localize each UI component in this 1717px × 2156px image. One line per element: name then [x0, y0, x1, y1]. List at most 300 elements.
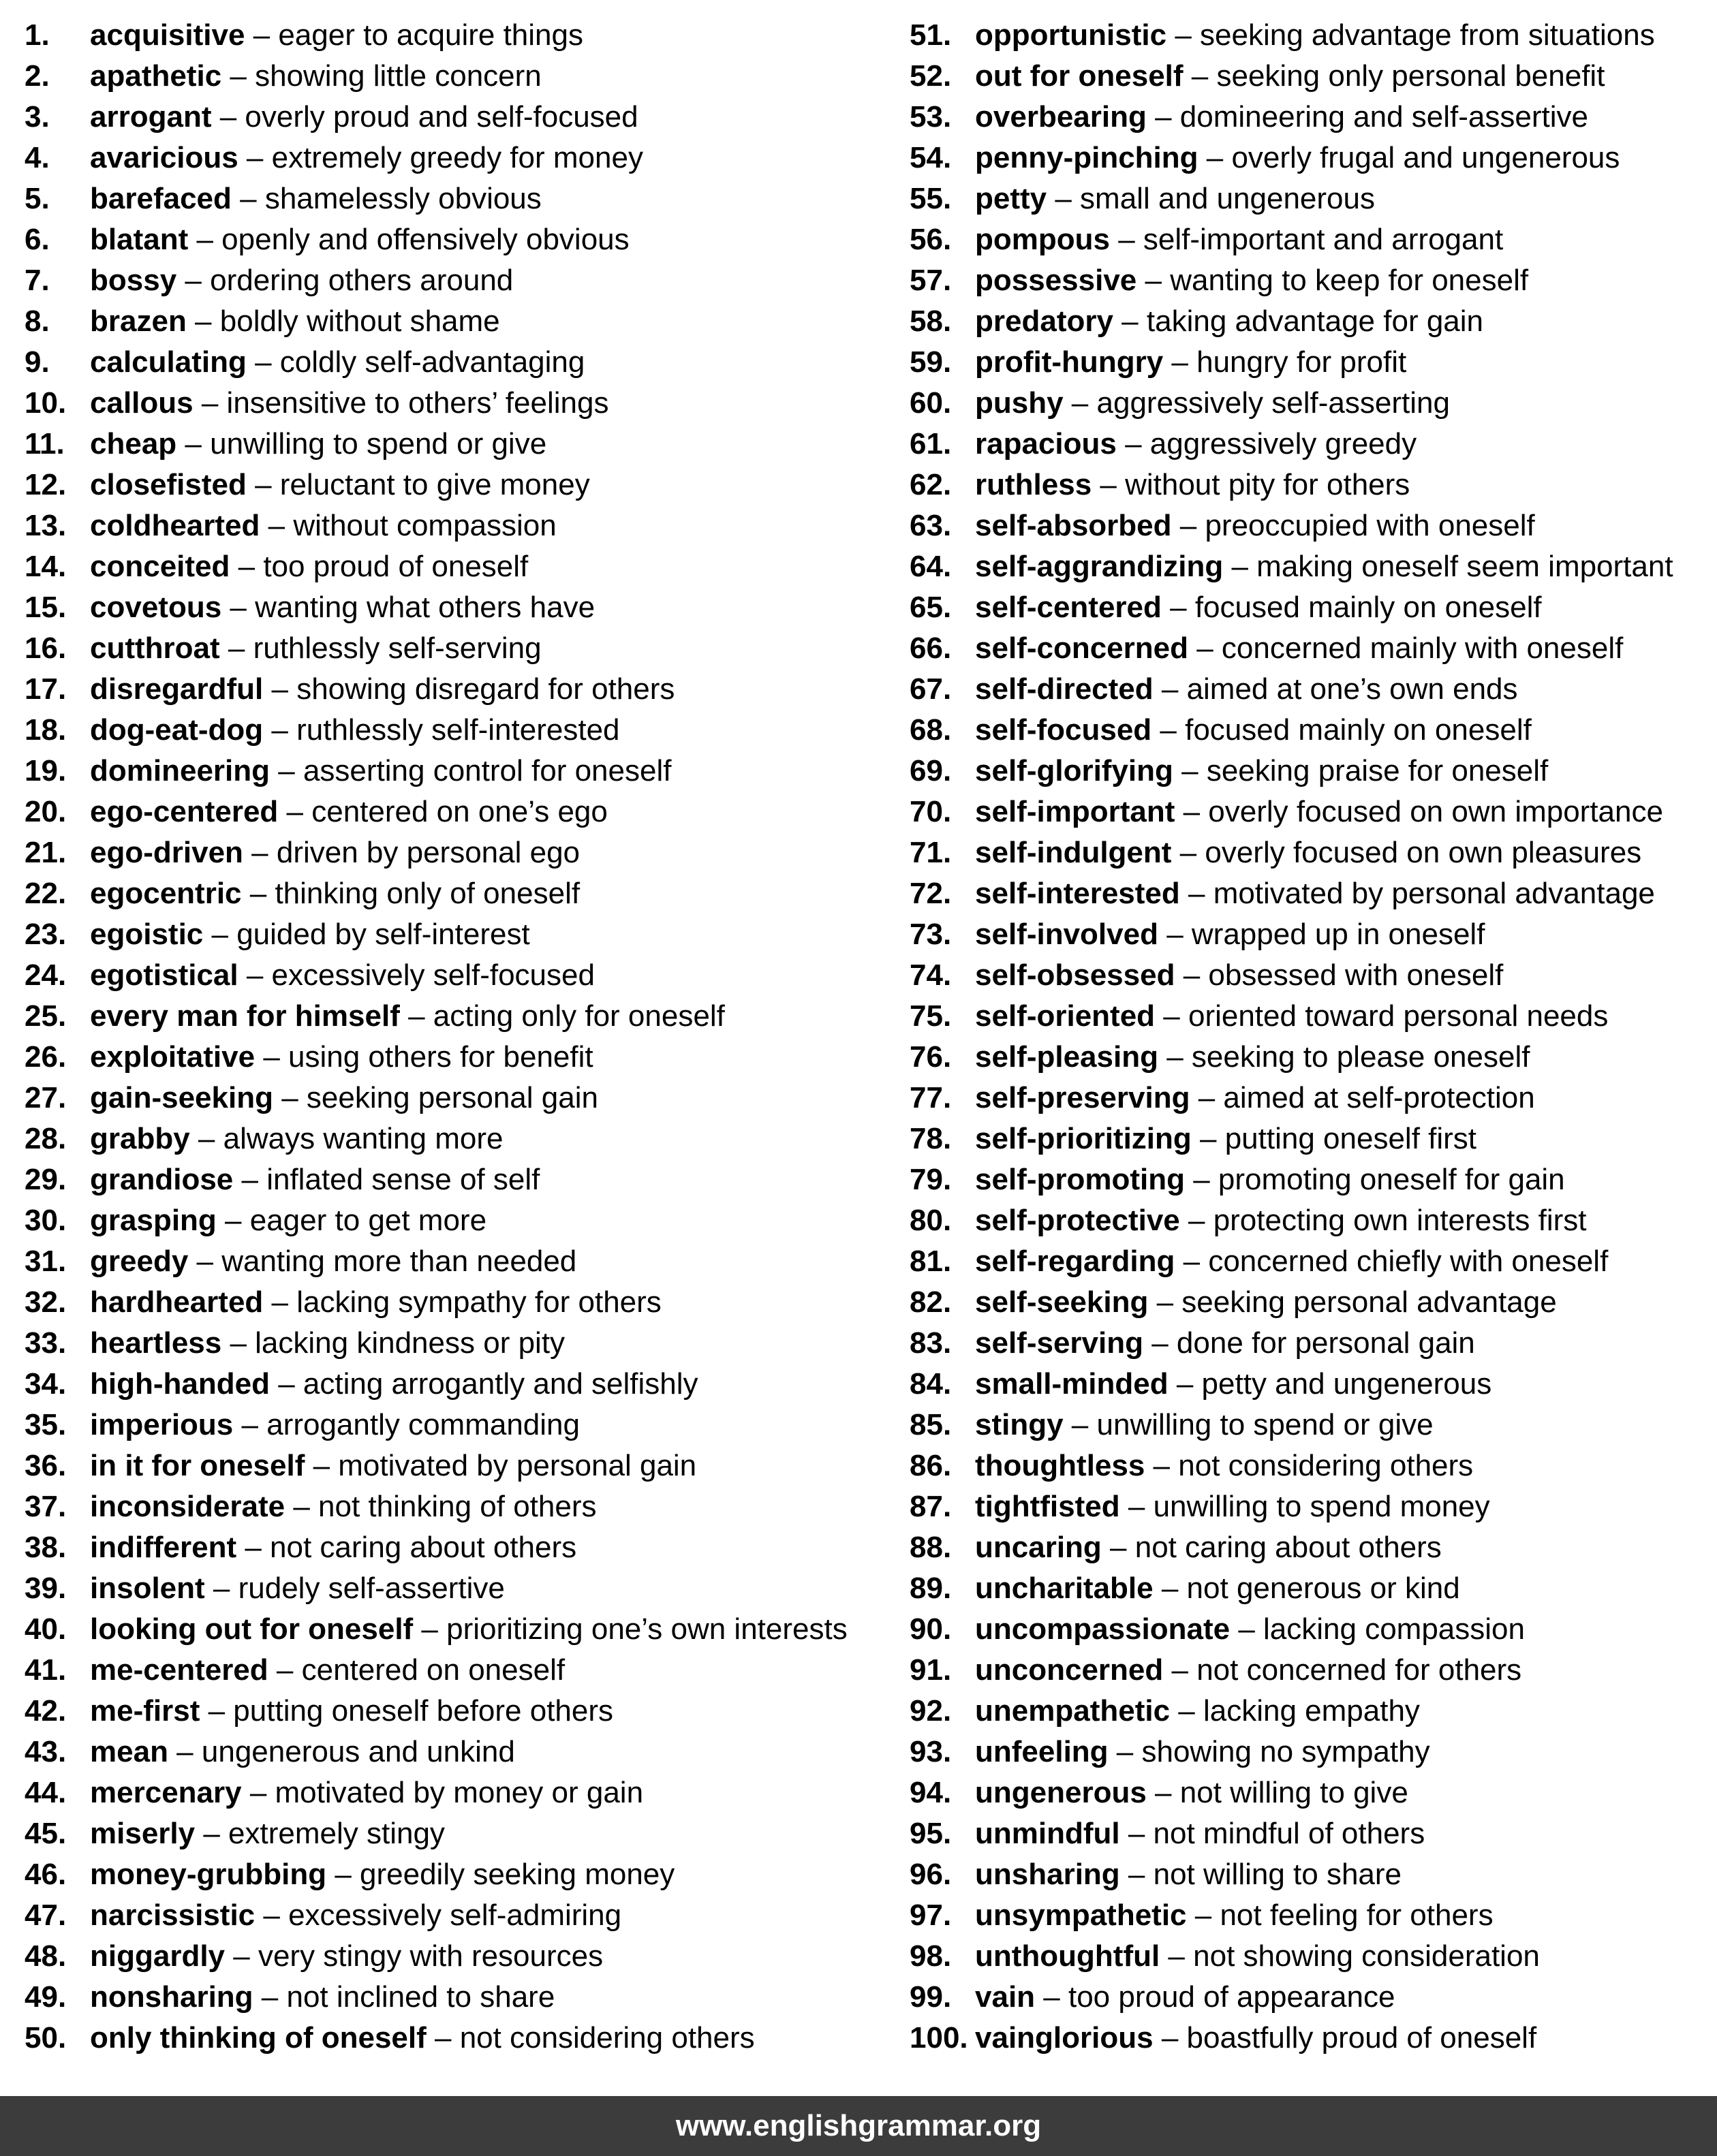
item-definition: aimed at one’s own ends: [1186, 672, 1518, 706]
item-text: [90, 1732, 515, 1772]
item-separator: –: [231, 182, 265, 215]
item-number: 25.: [25, 999, 67, 1033]
item-term: arrogant: [90, 100, 212, 134]
item-number: 97.: [910, 1899, 952, 1932]
item-text: [975, 138, 1620, 178]
item-definition: seeking to please oneself: [1191, 1040, 1530, 1074]
item-definition: self-important and arrogant: [1143, 223, 1504, 256]
item-term: unsympathetic: [975, 1899, 1187, 1932]
item-term: vain: [975, 1980, 1036, 2014]
item-definition: overly focused on own importance: [1208, 795, 1663, 828]
item-definition: promoting oneself for gain: [1218, 1163, 1565, 1196]
item-separator: –: [413, 1612, 447, 1646]
item-separator: –: [1179, 1204, 1213, 1237]
list-item: [910, 56, 1673, 97]
item-definition: small and ungenerous: [1080, 182, 1375, 215]
item-text: [90, 178, 542, 219]
item-number: 95.: [910, 1817, 952, 1850]
item-text: [90, 342, 585, 383]
item-definition: without pity for others: [1125, 468, 1410, 501]
item-definition: not willing to share: [1153, 1858, 1402, 1891]
item-term: uncharitable: [975, 1572, 1154, 1605]
item-term: heartless: [90, 1326, 222, 1360]
item-term: gain-seeking: [90, 1081, 273, 1114]
item-number: 22.: [25, 877, 67, 910]
item-definition: reluctant to give money: [279, 468, 590, 501]
list-item: [25, 792, 848, 832]
item-term: callous: [90, 386, 194, 420]
item-term: closefisted: [90, 468, 247, 501]
item-number: 83.: [910, 1326, 952, 1360]
item-term: grasping: [90, 1204, 217, 1237]
item-term: barefaced: [90, 182, 232, 215]
item-term: vainglorious: [975, 2021, 1154, 2055]
item-number: 65.: [910, 591, 952, 624]
item-separator: –: [1158, 1040, 1192, 1074]
list-item: [910, 1691, 1673, 1732]
list-item: [25, 1486, 848, 1527]
list-item: [910, 1446, 1673, 1486]
item-separator: –: [1175, 795, 1209, 828]
item-text: [90, 1241, 576, 1282]
item-number: 96.: [910, 1858, 952, 1891]
list-item: [25, 1323, 848, 1364]
item-number: 89.: [910, 1572, 952, 1605]
item-separator: –: [233, 1163, 267, 1196]
item-separator: –: [1116, 427, 1150, 460]
item-text: [90, 1609, 848, 1650]
item-separator: –: [1163, 1653, 1197, 1687]
list-item: [25, 1772, 848, 1813]
item-separator: –: [1184, 1163, 1218, 1196]
item-separator: –: [305, 1449, 339, 1482]
list-item: [25, 260, 848, 301]
list-item: [910, 465, 1673, 505]
item-text: [90, 260, 513, 301]
item-term: self-interested: [975, 877, 1180, 910]
list-item: [25, 219, 848, 260]
item-text: [975, 1323, 1475, 1364]
item-number: 51.: [910, 18, 952, 52]
list-item: [910, 1895, 1673, 1936]
item-separator: –: [1143, 1326, 1177, 1360]
item-term: small-minded: [975, 1367, 1169, 1401]
item-text: [975, 1078, 1535, 1119]
item-term: dog-eat-dog: [90, 713, 264, 747]
item-term: calculating: [90, 345, 247, 379]
item-text: [975, 465, 1410, 505]
item-text: [975, 342, 1406, 383]
item-separator: –: [188, 1245, 222, 1278]
item-definition: aggressively greedy: [1149, 427, 1417, 460]
item-definition: boastfully proud of oneself: [1186, 2021, 1537, 2055]
list-item: [910, 669, 1673, 710]
item-definition: always wanting more: [223, 1122, 504, 1155]
item-separator: –: [221, 1326, 256, 1360]
item-term: overbearing: [975, 100, 1147, 134]
item-number: 27.: [25, 1081, 67, 1114]
item-separator: –: [1119, 1817, 1154, 1850]
item-number: 59.: [910, 345, 952, 379]
list-item: [910, 1813, 1673, 1854]
list-item: [25, 1037, 848, 1078]
item-term: mean: [90, 1735, 168, 1768]
item-definition: extremely stingy: [228, 1817, 445, 1850]
item-definition: aggressively self-asserting: [1096, 386, 1450, 420]
item-text: [975, 669, 1518, 710]
item-definition: wanting more than needed: [221, 1245, 577, 1278]
item-definition: openly and offensively obvious: [221, 223, 630, 256]
item-definition: too proud of oneself: [263, 550, 529, 583]
item-number: 57.: [910, 264, 952, 297]
item-term: ego-driven: [90, 836, 243, 869]
item-separator: –: [1136, 264, 1171, 297]
item-term: self-indulgent: [975, 836, 1172, 869]
list-item: [25, 301, 848, 342]
item-term: opportunistic: [975, 18, 1167, 52]
item-text: [90, 56, 542, 97]
item-definition: not concerned for others: [1196, 1653, 1522, 1687]
item-definition: not showing consideration: [1193, 1939, 1540, 1973]
item-definition: lacking kindness or pity: [255, 1326, 566, 1360]
item-text: [975, 1691, 1420, 1732]
list-item: [25, 465, 848, 505]
item-text: [90, 546, 528, 587]
item-separator: –: [270, 754, 303, 787]
item-separator: –: [243, 836, 277, 869]
item-definition: driven by personal ego: [276, 836, 581, 869]
list-item: [25, 832, 848, 873]
footer-url[interactable]: www.englishgrammar.org: [675, 2109, 1042, 2142]
item-number: 93.: [910, 1735, 952, 1768]
item-term: penny-pinching: [975, 141, 1198, 174]
item-text: [975, 2018, 1536, 2059]
item-term: ego-centered: [90, 795, 279, 828]
item-text: [90, 1650, 565, 1691]
item-number: 5.: [25, 182, 50, 215]
item-definition: hungry for profit: [1196, 345, 1407, 379]
item-text: [90, 383, 608, 424]
item-text: [975, 710, 1532, 751]
item-text: [975, 97, 1588, 138]
item-number: 82.: [910, 1285, 952, 1319]
item-term: egoistic: [90, 918, 204, 951]
item-number: 71.: [910, 836, 952, 869]
item-number: 40.: [25, 1612, 67, 1646]
item-separator: –: [255, 1040, 289, 1074]
list-item: [910, 1159, 1673, 1200]
item-number: 56.: [910, 223, 952, 256]
item-number: 68.: [910, 713, 952, 747]
item-text: [90, 669, 675, 710]
item-text: [975, 1486, 1490, 1527]
list-item: [25, 1936, 848, 1977]
item-separator: –: [1223, 550, 1257, 583]
list-item: [910, 1527, 1673, 1568]
item-number: 19.: [25, 754, 67, 787]
list-item: [910, 260, 1673, 301]
item-term: blatant: [90, 223, 189, 256]
item-separator: –: [245, 18, 279, 52]
item-term: egotistical: [90, 958, 238, 992]
item-number: 44.: [25, 1776, 67, 1809]
item-number: 31.: [25, 1245, 67, 1278]
item-text: [975, 1813, 1425, 1854]
item-definition: motivated by personal advantage: [1213, 877, 1655, 910]
item-number: 67.: [910, 672, 952, 706]
list-item: [25, 56, 848, 97]
item-number: 80.: [910, 1204, 952, 1237]
item-term: brazen: [90, 304, 187, 338]
item-definition: eager to acquire things: [278, 18, 583, 52]
item-separator: –: [219, 631, 253, 665]
item-separator: –: [211, 100, 245, 134]
item-definition: oriented toward personal needs: [1188, 999, 1609, 1033]
item-term: insolent: [90, 1572, 205, 1605]
item-term: disregardful: [90, 672, 264, 706]
item-separator: –: [189, 1122, 223, 1155]
item-number: 33.: [25, 1326, 67, 1360]
item-separator: –: [1063, 386, 1097, 420]
item-number: 92.: [910, 1694, 952, 1728]
list-item: [25, 1200, 848, 1241]
item-separator: –: [1146, 1776, 1180, 1809]
item-number: 90.: [910, 1612, 952, 1646]
item-definition: lacking empathy: [1203, 1694, 1420, 1728]
list-item: [910, 1609, 1673, 1650]
item-separator: –: [1101, 1531, 1135, 1564]
item-separator: –: [233, 1408, 267, 1441]
item-separator: –: [1113, 304, 1147, 338]
item-definition: showing little concern: [255, 59, 542, 93]
item-text: [90, 1486, 597, 1527]
list-item: [25, 873, 848, 914]
item-separator: –: [238, 958, 272, 992]
item-term: unsharing: [975, 1858, 1120, 1891]
item-number: 84.: [910, 1367, 952, 1401]
list-item: [910, 1200, 1673, 1241]
item-number: 64.: [910, 550, 952, 583]
word-list-column-left: [25, 15, 848, 2059]
item-separator: –: [1191, 1122, 1225, 1155]
list-item: [910, 1732, 1673, 1772]
list-item: [910, 1119, 1673, 1159]
item-term: inconsiderate: [90, 1490, 285, 1523]
item-definition: seeking only personal benefit: [1216, 59, 1605, 93]
item-separator: –: [1175, 958, 1209, 992]
item-number: 29.: [25, 1163, 67, 1196]
item-term: hardhearted: [90, 1285, 264, 1319]
item-term: imperious: [90, 1408, 234, 1441]
item-text: [975, 178, 1375, 219]
item-definition: taking advantage for gain: [1146, 304, 1484, 338]
list-item: [25, 342, 848, 383]
item-number: 2.: [25, 59, 50, 93]
item-term: apathetic: [90, 59, 222, 93]
list-item: [25, 914, 848, 955]
item-number: 6.: [25, 223, 50, 256]
list-item: [25, 2018, 848, 2059]
item-text: [975, 628, 1623, 669]
list-item: [25, 138, 848, 178]
list-item: [25, 505, 848, 546]
item-definition: unwilling to spend or give: [210, 427, 547, 460]
item-definition: motivated by personal gain: [338, 1449, 697, 1482]
item-term: indifferent: [90, 1531, 237, 1564]
item-term: nonsharing: [90, 1980, 253, 2014]
item-number: 66.: [910, 631, 952, 665]
item-number: 37.: [25, 1490, 67, 1523]
list-item: [910, 832, 1673, 873]
item-text: [90, 1159, 540, 1200]
item-text: [90, 1119, 503, 1159]
item-text: [90, 219, 630, 260]
list-item: [25, 751, 848, 792]
item-term: self-oriented: [975, 999, 1156, 1033]
item-definition: focused mainly on oneself: [1194, 591, 1542, 624]
item-text: [975, 1527, 1442, 1568]
item-definition: not inclined to share: [286, 1980, 555, 2014]
list-item: [910, 873, 1673, 914]
item-number: 42.: [25, 1694, 67, 1728]
item-term: high-handed: [90, 1367, 270, 1401]
item-definition: without compassion: [293, 509, 557, 542]
list-item: [910, 342, 1673, 383]
list-item: [25, 1568, 848, 1609]
item-number: 9.: [25, 345, 50, 379]
item-text: [975, 1446, 1473, 1486]
list-item: [910, 914, 1673, 955]
item-number: 8.: [25, 304, 50, 338]
item-term: exploitative: [90, 1040, 256, 1074]
list-item: [910, 1364, 1673, 1405]
list-item: [910, 1241, 1673, 1282]
item-separator: –: [1148, 1285, 1182, 1319]
item-text: [90, 1895, 621, 1936]
item-number: 79.: [910, 1163, 952, 1196]
item-text: [975, 751, 1548, 792]
item-term: mercenary: [90, 1776, 242, 1809]
word-list-column-right: [910, 15, 1673, 2059]
list-item: [910, 1650, 1673, 1691]
item-number: 12.: [25, 468, 67, 501]
item-term: egocentric: [90, 877, 242, 910]
item-separator: –: [263, 672, 297, 706]
item-number: 30.: [25, 1204, 67, 1237]
item-text: [90, 587, 595, 628]
item-text: [975, 1609, 1525, 1650]
item-number: 49.: [25, 1980, 67, 2014]
item-number: 24.: [25, 958, 67, 992]
list-item: [25, 546, 848, 587]
item-term: self-concerned: [975, 631, 1188, 665]
item-separator: –: [1190, 1081, 1224, 1114]
list-item: [25, 1527, 848, 1568]
item-text: [975, 1405, 1434, 1446]
item-number: 41.: [25, 1653, 67, 1687]
item-definition: overly frugal and ungenerous: [1231, 141, 1620, 174]
list-item: [910, 1568, 1673, 1609]
item-text: [975, 873, 1655, 914]
list-item: [910, 219, 1673, 260]
item-term: unthoughtful: [975, 1939, 1160, 1973]
item-term: cheap: [90, 427, 177, 460]
item-separator: –: [426, 2021, 460, 2055]
item-separator: –: [1151, 713, 1186, 747]
item-number: 74.: [910, 958, 952, 992]
item-text: [975, 15, 1655, 56]
list-item: [25, 1650, 848, 1691]
item-term: self-prioritizing: [975, 1122, 1192, 1155]
item-text: [975, 1037, 1530, 1078]
item-number: 70.: [910, 795, 952, 828]
item-definition: acting only for oneself: [433, 999, 725, 1033]
item-text: [975, 301, 1483, 342]
item-term: pushy: [975, 386, 1064, 420]
item-number: 100.: [910, 2021, 968, 2055]
item-separator: –: [273, 1081, 307, 1114]
item-term: avaricious: [90, 141, 238, 174]
item-term: profit-hungry: [975, 345, 1164, 379]
item-definition: not mindful of others: [1153, 1817, 1425, 1850]
item-number: 32.: [25, 1285, 67, 1319]
list-item: [25, 1977, 848, 2018]
list-item: [910, 1854, 1673, 1895]
item-separator: –: [1153, 1572, 1187, 1605]
item-term: self-centered: [975, 591, 1162, 624]
list-item: [910, 301, 1673, 342]
item-separator: –: [1035, 1980, 1068, 2014]
item-number: 60.: [910, 386, 952, 420]
item-number: 75.: [910, 999, 952, 1033]
item-definition: done for personal gain: [1176, 1326, 1475, 1360]
item-number: 61.: [910, 427, 952, 460]
item-separator: –: [1092, 468, 1126, 501]
item-number: 1.: [25, 18, 50, 52]
item-definition: rudely self-assertive: [238, 1572, 505, 1605]
item-term: self-absorbed: [975, 509, 1172, 542]
item-separator: –: [1188, 631, 1222, 665]
list-item: [910, 2018, 1673, 2059]
item-separator: –: [326, 1858, 360, 1891]
list-item: [910, 955, 1673, 996]
list-item: [910, 1405, 1673, 1446]
item-definition: using others for benefit: [288, 1040, 593, 1074]
list-item: [25, 1446, 848, 1486]
list-item: [25, 1609, 848, 1650]
list-item: [25, 424, 848, 465]
item-definition: insensitive to others’ feelings: [226, 386, 609, 420]
item-separator: –: [268, 1653, 302, 1687]
item-number: 72.: [910, 877, 952, 910]
item-text: [975, 383, 1450, 424]
item-text: [975, 1772, 1408, 1813]
item-separator: –: [269, 1367, 303, 1401]
item-definition: concerned mainly with oneself: [1221, 631, 1624, 665]
item-number: 4.: [25, 141, 50, 174]
item-separator: –: [186, 304, 220, 338]
list-item: [25, 1895, 848, 1936]
item-definition: lacking compassion: [1263, 1612, 1525, 1646]
item-separator: –: [263, 713, 297, 747]
item-definition: acting arrogantly and selfishly: [303, 1367, 698, 1401]
item-separator: –: [230, 550, 264, 583]
item-term: miserly: [90, 1817, 196, 1850]
item-text: [90, 424, 546, 465]
item-definition: centered on one’s ego: [311, 795, 608, 828]
item-separator: –: [285, 1490, 319, 1523]
item-separator: –: [1161, 591, 1195, 624]
